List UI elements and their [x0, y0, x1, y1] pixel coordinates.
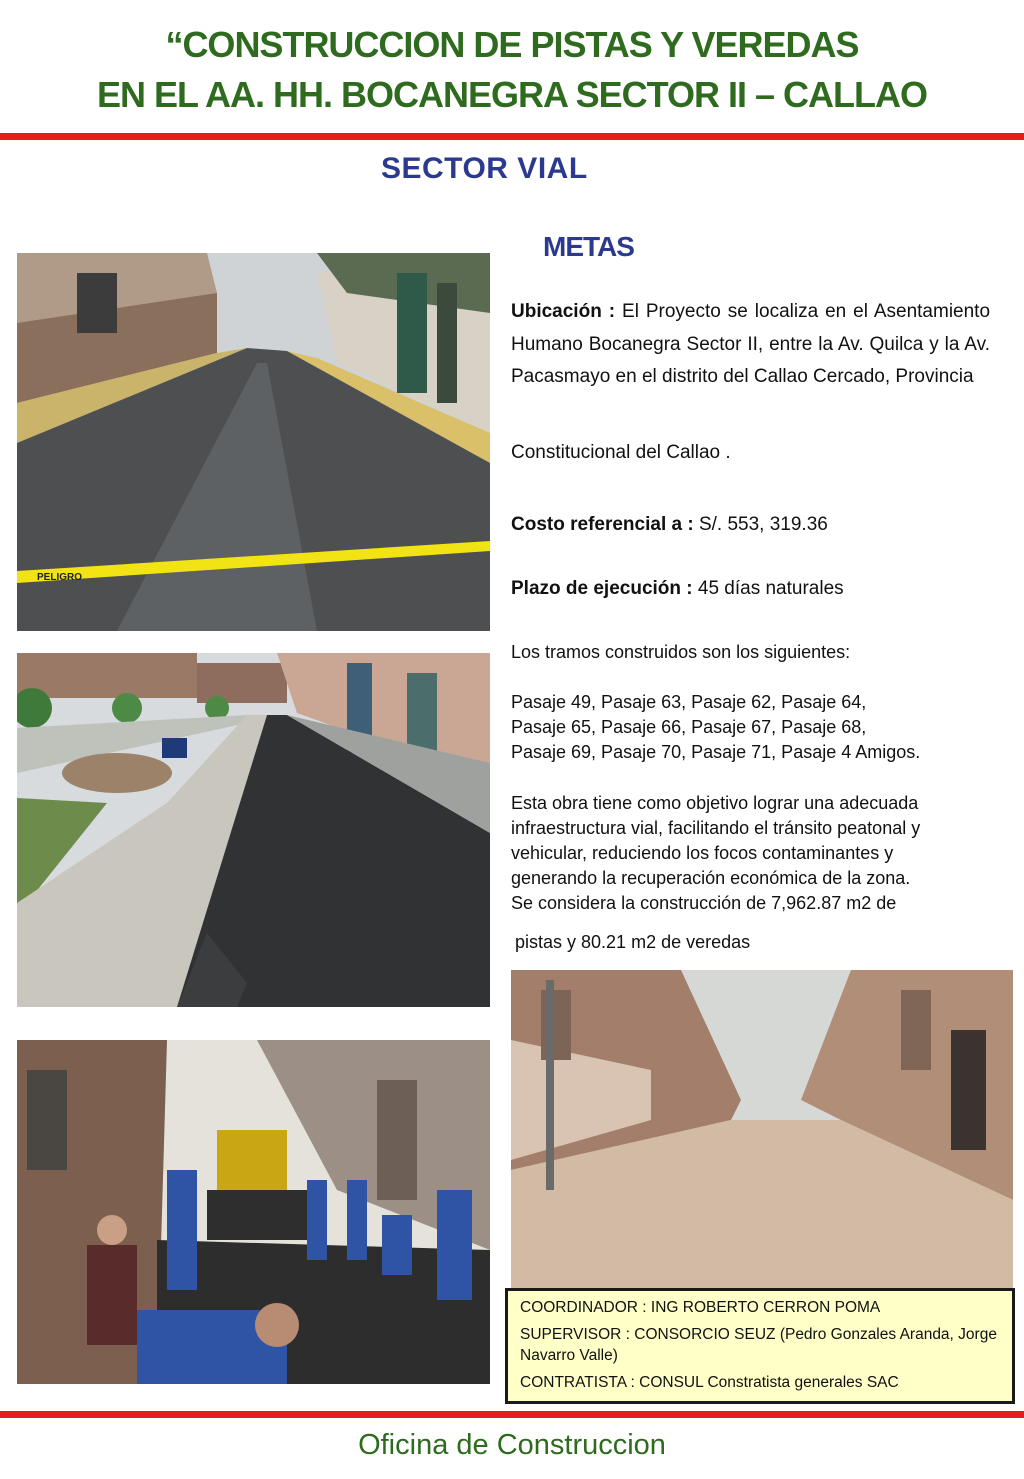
objetivo-line: infraestructura vial, facilitando el tránsito peatonal y — [511, 818, 921, 838]
coordinador-text: COORDINADOR : ING ROBERTO CERRON POMA — [520, 1299, 881, 1316]
tramos-intro: Los tramos construidos son los siguientes: — [511, 642, 851, 662]
objetivo-line: Esta obra tiene como objetivo lograr una adecuada — [511, 793, 919, 813]
objetivo-line: generando la recuperación económica de la zona. — [511, 868, 911, 888]
costo-value: S/. 553, 319.36 — [698, 514, 828, 535]
costo-line — [511, 514, 990, 536]
tramos-list — [511, 690, 920, 765]
title-line-2: EN EL AA. HH. BOCANEGRA SECTOR II – CALLAO — [96, 74, 928, 115]
ubicacion-paragraph — [511, 296, 990, 394]
plazo-label: Plazo de ejecución : — [511, 578, 693, 599]
photo-unpaved-street — [511, 970, 1013, 1288]
credits-box — [505, 1288, 1015, 1404]
ubicacion-last-line: Constitucional del Callao . — [511, 442, 731, 463]
contratista-text: CONTRATISTA : CONSUL Constratista generales SAC — [520, 1374, 899, 1391]
title-line-1: “CONSTRUCCION DE PISTAS Y VEREDAS — [165, 24, 859, 65]
plazo-value: 45 días naturales — [697, 578, 844, 599]
tramos-line: Pasaje 65, Pasaje 66, Pasaje 67, Pasaje 68, — [511, 717, 867, 737]
pistas-line: pistas y 80.21 m2 de veredas — [515, 932, 751, 952]
footer-office-name: Oficina de Construccion — [358, 1429, 666, 1461]
ubicacion-label: Ubicación : — [511, 301, 616, 322]
ubicacion-text: El Proyecto se localiza en el Asentamiento Humano Bocanegra Sector II, entre la Av. Quilca y la Av. Pacasmayo en el distrito del Callao Cercado, Provincia — [511, 301, 991, 387]
plazo-line — [511, 578, 990, 600]
bottom-red-divider — [0, 1411, 1024, 1418]
photo-street-wet-asphalt — [17, 253, 490, 631]
tramos-line: Pasaje 49, Pasaje 63, Pasaje 62, Pasaje 64, — [511, 692, 867, 712]
metas-heading: METAS — [543, 231, 634, 262]
tramos-line: Pasaje 69, Pasaje 70, Pasaje 71, Pasaje 4 Amigos. — [511, 742, 921, 762]
tape-text: PELIGRO — [37, 572, 83, 583]
objetivo-line: Se considera la construcción de 7,962.87 m2 de — [511, 893, 897, 913]
objetivo-line: vehicular, reduciendo los focos contaminantes y — [511, 843, 894, 863]
photo-workers-paving — [17, 1040, 490, 1384]
supervisor-text: SUPERVISOR : CONSORCIO SEUZ (Pedro Gonzales Aranda, Jorge Navarro Valle) — [520, 1326, 997, 1364]
photo-new-asphalt-plaza — [17, 653, 490, 1007]
objetivo-paragraph — [511, 791, 920, 916]
costo-label: Costo referencial a : — [511, 514, 694, 535]
top-red-divider — [0, 133, 1024, 140]
sector-heading: SECTOR VIAL — [381, 152, 588, 185]
